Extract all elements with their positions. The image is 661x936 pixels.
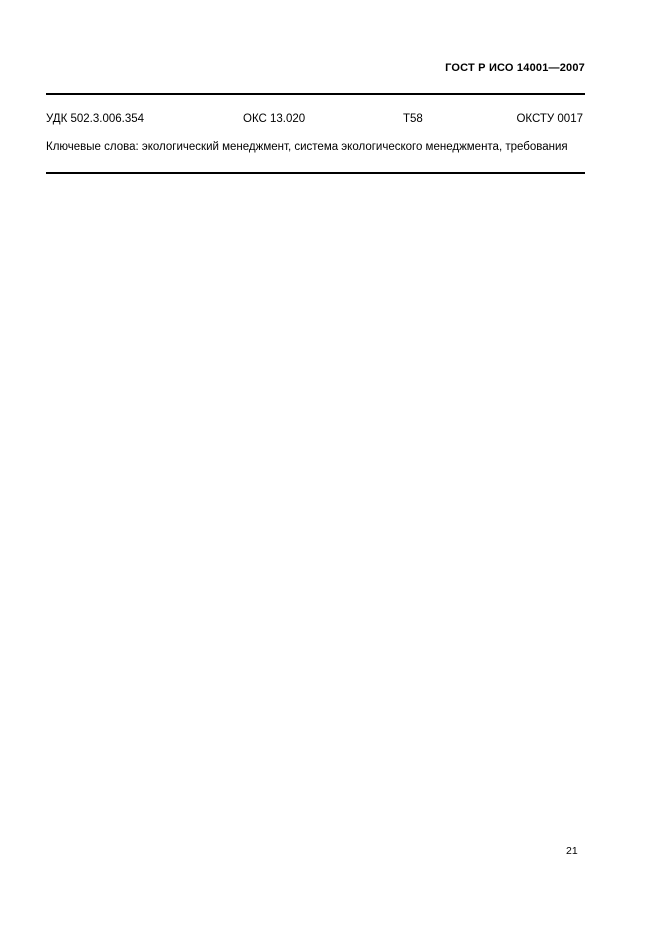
keywords-line: Ключевые слова: экологический менеджмент, система экологического менеджмента, требования — [46, 141, 568, 153]
classification-codes-row — [46, 113, 585, 129]
page-number: 21 — [566, 845, 578, 857]
document-header-title: ГОСТ Р ИСО 14001—2007 — [445, 62, 585, 74]
header-rule — [46, 93, 585, 95]
t-code: Т58 — [403, 113, 423, 125]
footer-rule — [46, 172, 585, 174]
okstu-code: ОКСТУ 0017 — [516, 113, 583, 125]
udk-code: УДК 502.3.006.354 — [46, 113, 145, 125]
oks-code: ОКС 13.020 — [243, 113, 306, 125]
